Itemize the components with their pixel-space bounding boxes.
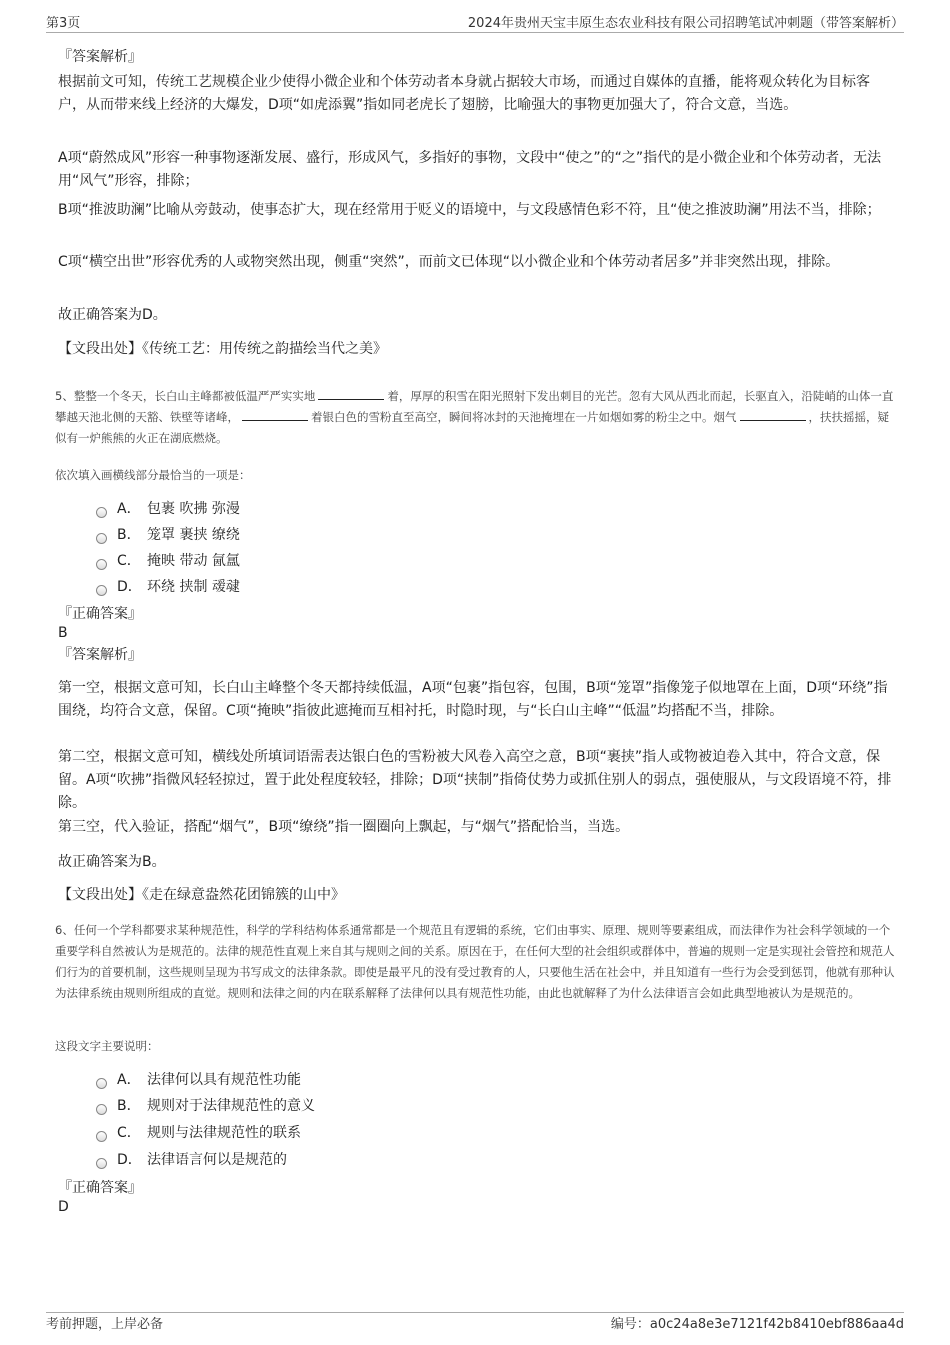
question-prompt: 依次填入画横线部分最恰当的一项是： <box>55 468 251 482</box>
blank-line <box>740 408 806 421</box>
header-divider <box>46 32 904 33</box>
option-a[interactable] <box>96 499 240 519</box>
option-c[interactable] <box>96 551 240 571</box>
option-b[interactable] <box>96 1096 315 1116</box>
option-label: D． <box>117 579 142 595</box>
source-citation: 【文段出处】《走在绿意盎然花团锦簇的山中》 <box>58 887 345 903</box>
option-text: 环绕 挟制 叆叇 <box>147 579 240 595</box>
question-text-part: 着，厚厚的积雪在阳光照射下发出刺目的光芒。忽有大风从西北而起，长驱直入，沿陡峭的山体一直攀越天池北侧的天豁、铁壁等诸峰， <box>55 389 894 424</box>
analysis-conclusion: 故正确答案为B。 <box>58 854 166 870</box>
question-text-part: ，扶扶摇摇，疑似有一炉熊熊的火正在湖底燃烧。 <box>55 410 889 445</box>
source-citation: 【文段出处】《传统工艺：用传统之韵描绘当代之美》 <box>58 341 387 357</box>
option-d[interactable] <box>96 1150 287 1170</box>
footer-slogan: 考前押题，上岸必备 <box>46 1317 164 1332</box>
radio-icon[interactable] <box>96 533 107 544</box>
document-code <box>611 1313 904 1332</box>
option-text: 规则与法律规范性的联系 <box>147 1125 301 1141</box>
correct-answer-heading: 『正确答案』 <box>58 1180 142 1196</box>
option-label: C． <box>117 553 141 569</box>
question-5-text <box>55 386 895 449</box>
option-c[interactable] <box>96 1123 301 1143</box>
radio-icon[interactable] <box>96 507 107 518</box>
analysis-heading: 『答案解析』 <box>58 647 142 663</box>
correct-answer-heading: 『正确答案』 <box>58 606 142 622</box>
question-6-text: 6、任何一个学科都要求某种规范性，科学的学科结构体系通常都是一个规范且有逻辑的系统，它们由事实、原理、规则等要素组成，而法律作为社会科学领域的一个重要学科自然被认为是规范的。法律的规范性直观上来自其与规则之间的关系。原因在于，在任何大型的社会组织或群体中，普遍的规则一定是实现社会管控和规范人们行为的首要机制，这些规则呈现为书写成文的法律条款。即使是最平凡的没有受过教育的人，只要他生活在社会中，并且知道有一些行为会受到惩罚，他就有那种认为法律系统由规则所组成的直觉。规则和法律之间的内在联系解释了法律何以具有规范性功能，由此也就解释了为什么法律语言会如此典型地被认为是规范的。 <box>55 923 895 1000</box>
option-label: B． <box>117 527 141 543</box>
option-label: A． <box>117 501 141 517</box>
code-label: 编号： <box>610 1317 650 1332</box>
page-number: 第3页 <box>46 16 81 31</box>
analysis-paragraph: A项“蔚然成风”形容一种事物逐渐发展、盛行，形成风气，多指好的事物，文段中“使之”的“之”指代的是小微企业和个体劳动者，无法用“风气”形容，排除； <box>58 150 882 189</box>
option-text: 法律何以具有规范性功能 <box>147 1072 301 1088</box>
analysis-heading: 『答案解析』 <box>58 49 142 65</box>
analysis-paragraph: 第三空，代入验证，搭配“烟气”，B项“缭绕”指一圈圈向上飘起，与“烟气”搭配恰当，当选。 <box>58 819 630 835</box>
radio-icon[interactable] <box>96 1158 107 1169</box>
blank-line <box>242 408 308 421</box>
radio-icon[interactable] <box>96 1104 107 1115</box>
analysis-conclusion: 故正确答案为D。 <box>58 307 167 323</box>
correct-answer: D <box>58 1199 69 1215</box>
option-text: 规则对于法律规范性的意义 <box>147 1098 315 1114</box>
radio-icon[interactable] <box>96 585 107 596</box>
option-a[interactable] <box>96 1070 301 1090</box>
option-d[interactable] <box>96 577 240 597</box>
code-value: a0c24a8e3e7121f42b8410ebf886aa4d <box>649 1317 904 1332</box>
option-text: 包裹 吹拂 弥漫 <box>147 501 240 517</box>
option-b[interactable] <box>96 525 240 545</box>
question-prompt: 这段文字主要说明： <box>55 1039 159 1053</box>
radio-icon[interactable] <box>96 1078 107 1089</box>
analysis-paragraph: 第一空，根据文意可知，长白山主峰整个冬天都持续低温，A项“包裹”指包容，包围，B项“笼罩”指像笼子似地罩在上面，D项“环绕”指围绕，均符合文意，保留。C项“掩映”指彼此遮掩而互相衬托，时隐时现，与“长白山主峰”“低温”均搭配不当，排除。 <box>58 680 888 719</box>
analysis-paragraph: B项“推波助澜”比喻从旁鼓动，使事态扩大，现在经常用于贬义的语境中，与文段感情色彩不符，且“使之推波助澜”用法不当，排除； <box>58 202 881 218</box>
question-text-part: 着银白色的雪粉直至高空，瞬间将冰封的天池掩埋在一片如烟如雾的粉尘之中。烟气 <box>311 410 737 424</box>
analysis-paragraph: C项“横空出世”形容优秀的人或物突然出现，侧重“突然”，而前文已体现“以小微企业和个体劳动者居多”并非突然出现，排除。 <box>58 254 840 270</box>
question-text-part: 5、整整一个冬天，长白山主峰都被低温严严实实地 <box>55 389 316 403</box>
option-text: 掩映 带动 氤氲 <box>147 553 240 569</box>
option-text: 笼罩 裹挟 缭绕 <box>147 527 240 543</box>
option-label: B． <box>117 1098 141 1114</box>
option-label: D． <box>117 1152 142 1168</box>
document-title: 2024年贵州天宝丰原生态农业科技有限公司招聘笔试冲刺题（带答案解析） <box>467 16 904 31</box>
correct-answer: B <box>58 625 68 641</box>
radio-icon[interactable] <box>96 1131 107 1142</box>
analysis-paragraph: 第二空，根据文意可知，横线处所填词语需表达银白色的雪粉被大风卷入高空之意，B项“裹挟”指人或物被迫卷入其中，符合文意，保留。A项“吹拂”指微风轻轻掠过，置于此处程度较轻，排除；D项“挟制”指倚仗势力或抓住别人的弱点，强使服从，与文段语境不符，排除。 <box>58 749 892 811</box>
option-text: 法律语言何以是规范的 <box>147 1152 287 1168</box>
option-label: C． <box>117 1125 141 1141</box>
radio-icon[interactable] <box>96 559 107 570</box>
option-label: A． <box>117 1072 141 1088</box>
blank-line <box>318 387 384 400</box>
analysis-paragraph: 根据前文可知，传统工艺规模企业少使得小微企业和个体劳动者本身就占据较大市场，而通过自媒体的直播，能将观众转化为目标客户，从而带来线上经济的大爆发，D项“如虎添翼”指如同老虎长了翅膀，比喻强大的事物更加强大了，符合文意，当选。 <box>58 74 870 113</box>
